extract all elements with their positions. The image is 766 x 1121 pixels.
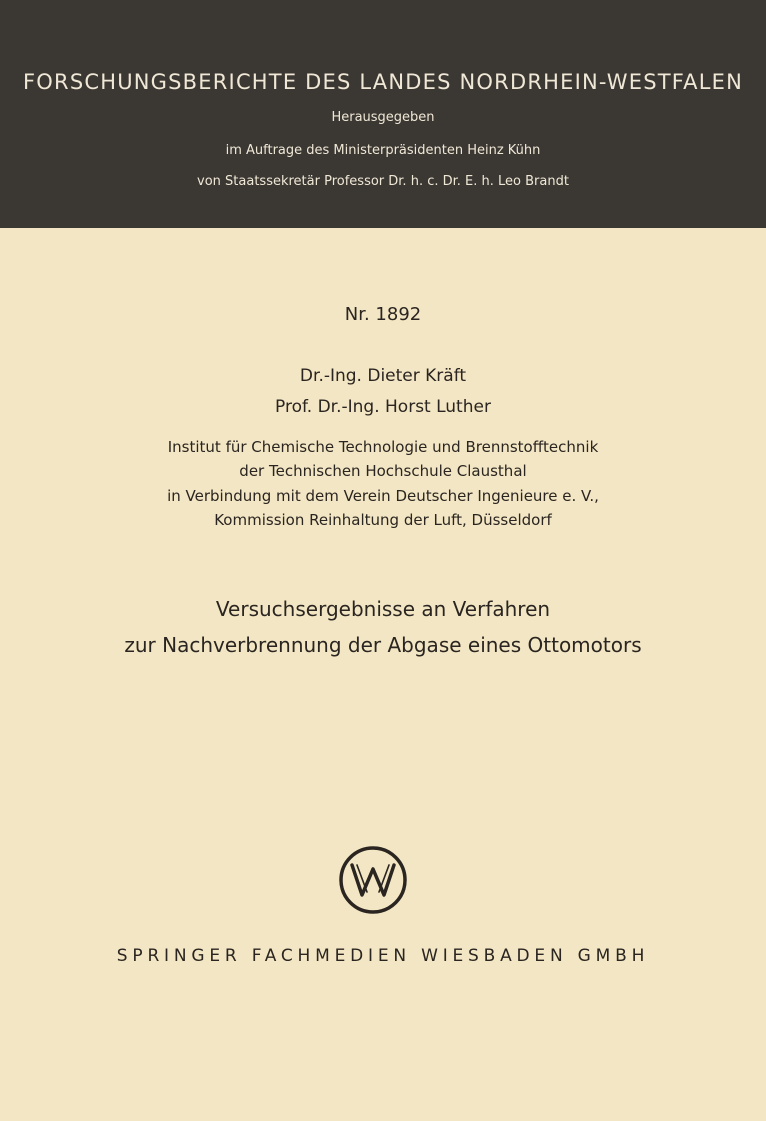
editor-label: Herausgegeben: [331, 110, 435, 125]
book-title-line-2: zur Nachverbrennung der Abgase eines Ottomotors: [124, 633, 642, 657]
institution-line-2: der Technischen Hochschule Clausthal: [239, 462, 527, 480]
publisher-name: SPRINGER FACHMEDIEN WIESBADEN GMBH: [116, 946, 650, 966]
institution-line-3: in Verbindung mit dem Verein Deutscher Ingenieure e. V.,: [167, 487, 599, 505]
institution-line-4: Kommission Reinhaltung der Luft, Düsseldorf: [214, 511, 552, 529]
publisher-w-logo-icon: [338, 845, 408, 915]
institution-line-1: Institut für Chemische Technologie und Brennstofftechnik: [167, 438, 599, 456]
author-1: Dr.-Ing. Dieter Kräft: [299, 366, 467, 386]
commissioned-by-line: im Auftrage des Ministerpräsidenten Heinz Kühn: [225, 143, 541, 158]
author-2: Prof. Dr.-Ing. Horst Luther: [275, 397, 491, 417]
edited-by-line: von Staatssekretär Professor Dr. h. c. Dr. E. h. Leo Brandt: [197, 174, 569, 189]
book-title-line-1: Versuchsergebnisse an Verfahren: [215, 597, 551, 621]
header-band: [0, 0, 766, 228]
report-number: Nr. 1892: [344, 304, 422, 325]
series-title: FORSCHUNGSBERICHTE DES LANDES NORDRHEIN-WESTFALEN: [23, 70, 743, 94]
